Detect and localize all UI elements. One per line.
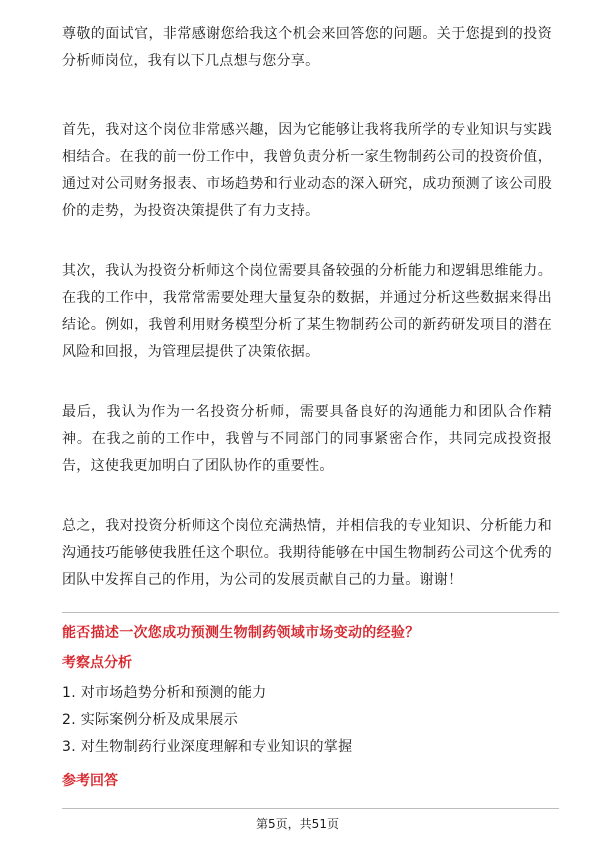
paragraph-first: 首先，我对这个岗位非常感兴趣，因为它能够让我将我所学的专业知识与实践相结合。在我的前一份工作中，我曾负责分析一家生物制药公司的投资价值，通过对公司财务报表、市场趋势和行业动态的深入研究，成功预测了该公司股价的走势，为投资决策提供了有力支持。 — [62, 122, 552, 219]
page-number: 第5页，共51页 — [256, 817, 339, 831]
analysis-point: 1. 对市场趋势分析和预测的能力 — [62, 685, 267, 701]
paragraph-conclusion: 总之，我对投资分析师这个岗位充满热情，并相信我的专业知识、分析能力和沟通技巧能够使我胜任这个职位。我期待能够在中国生物制药公司这个优秀的团队中发挥自己的作用，为公司的发展贡献自己的力量。谢谢！ — [62, 518, 552, 588]
analysis-point: 3. 对生物制药行业深度理解和专业知识的掌握 — [62, 739, 353, 755]
paragraph-intro: 尊敬的面试官，非常感谢您给我这个机会来回答您的问题。关于您提到的投资分析师岗位，我有以下几点想与您分享。 — [62, 26, 552, 69]
section-divider — [62, 612, 559, 613]
reference-answer-heading: 参考回答 — [62, 773, 118, 789]
analysis-point: 2. 实际案例分析及成果展示 — [62, 712, 239, 728]
analysis-heading: 考察点分析 — [62, 655, 132, 671]
paragraph-second: 其次，我认为投资分析师这个岗位需要具备较强的分析能力和逻辑思维能力。在我的工作中，我常常需要处理大量复杂的数据，并通过分析这些数据来得出结论。例如，我曾利用财务模型分析了某生物制药公司的新药研发项目的潜在风险和回报，为管理层提供了决策依据。 — [62, 263, 552, 360]
paragraph-third: 最后，我认为作为一名投资分析师，需要具备良好的沟通能力和团队合作精神。在我之前的工作中，我曾与不同部门的同事紧密合作，共同完成投资报告，这使我更加明白了团队协作的重要性。 — [62, 404, 552, 474]
interview-question: 能否描述一次您成功预测生物制药领域市场变动的经验？ — [62, 625, 420, 641]
footer-divider — [62, 808, 559, 809]
